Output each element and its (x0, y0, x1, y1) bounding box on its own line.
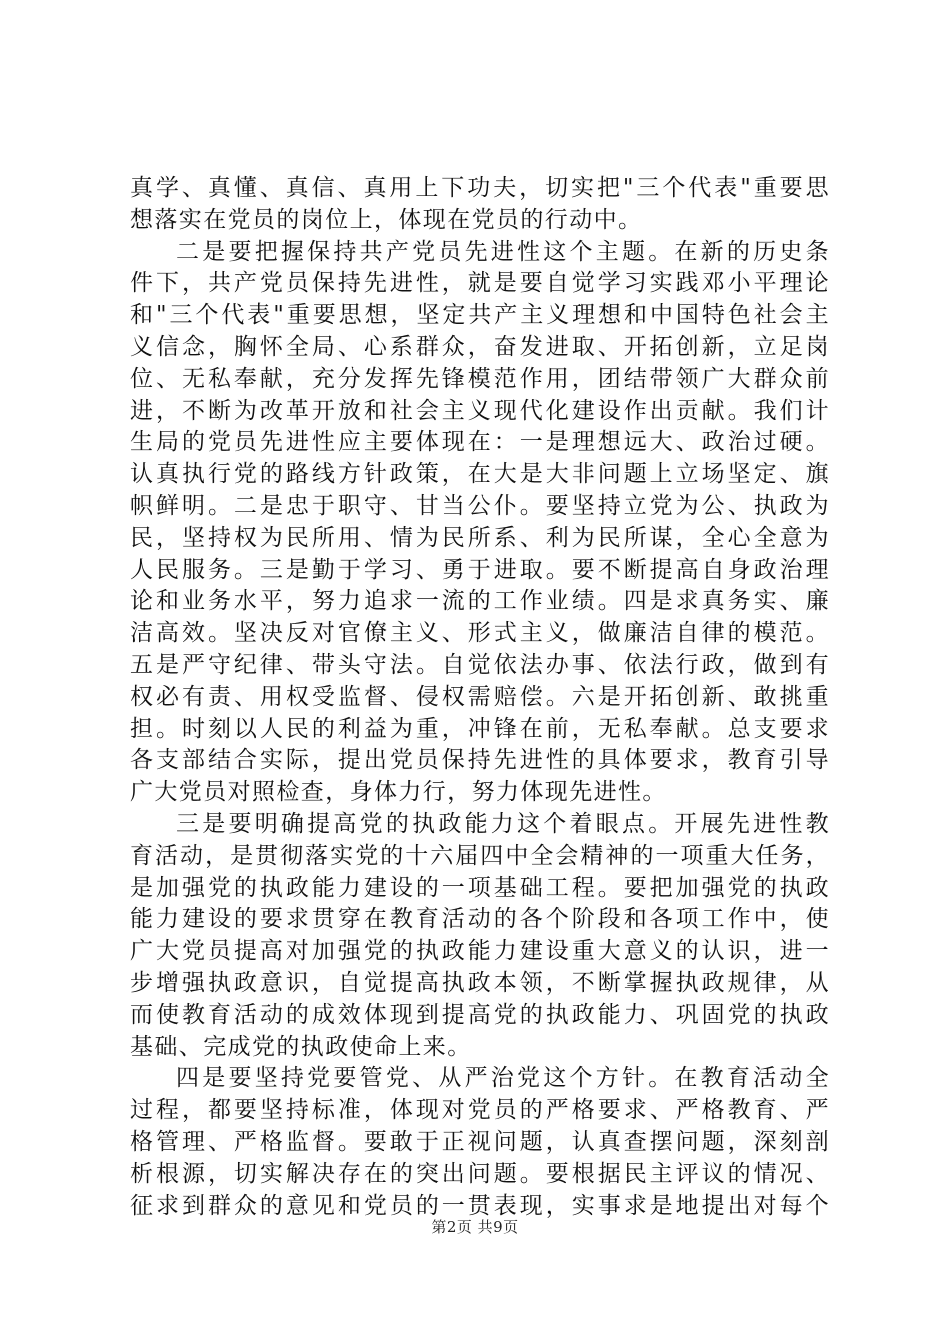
text-line: 位、无私奉献，充分发挥先锋模范作用，团结带领广大群众前 (130, 365, 830, 392)
text-line: 认真执行党的路线方针政策，在大是大非问题上立场坚定、旗 (130, 461, 830, 488)
paragraph-first-line: 四是要坚持党要管党、从严治党这个方针。在教育活动全 (176, 1065, 830, 1092)
page-number-footer: 第2页 共9页 (431, 1218, 519, 1236)
text-line: 生局的党员先进性应主要体现在：一是理想远大、政治过硬。 (130, 429, 830, 456)
text-line: 育活动，是贯彻落实党的十六届四中全会精神的一项重大任务， (130, 842, 830, 869)
text-line: 各支部结合实际，提出党员保持先进性的具体要求，教育引导 (130, 747, 830, 774)
text-line: 步增强执政意识，自觉提高执政本领，不断掌握执政规律，从 (130, 969, 830, 996)
paragraph-first-line: 二是要把握保持共产党员先进性这个主题。在新的历史条 (176, 238, 830, 265)
text-line: 是加强党的执政能力建设的一项基础工程。要把加强党的执政 (130, 874, 830, 901)
text-line: 权必有责、用权受监督、侵权需赔偿。六是开拓创新、敢挑重 (130, 683, 830, 710)
text-line: 析根源，切实解决存在的突出问题。要根据民主评议的情况、 (130, 1160, 830, 1187)
text-line: 担。时刻以人民的利益为重，冲锋在前，无私奉献。总支要求 (130, 715, 830, 742)
text-line: 基础、完成党的执政使命上来。 (130, 1033, 472, 1060)
text-line: 想落实在党员的岗位上，体现在党员的行动中。 (130, 206, 643, 233)
text-line: 民，坚持权为民所用、情为民所系、利为民所谋，全心全意为 (130, 524, 830, 551)
text-line: 五是严守纪律、带头守法。自觉依法办事、依法行政，做到有 (130, 651, 830, 678)
text-line: 广大党员对照检查，身体力行，努力体现先进性。 (130, 779, 667, 806)
text-line: 过程，都要坚持标准，体现对党员的严格要求、严格教育、严 (130, 1097, 830, 1124)
text-line: 进，不断为改革开放和社会主义现代化建设作出贡献。我们计 (130, 397, 830, 424)
text-line: 格管理、严格监督。要敢于正视问题，认真查摆问题，深刻剖 (130, 1128, 830, 1155)
text-line: 件下，共产党员保持先进性，就是要自觉学习实践邓小平理论 (130, 270, 830, 297)
paragraph-first-line: 三是要明确提高党的执政能力这个着眼点。开展先进性教 (176, 810, 830, 837)
text-line: 义信念，胸怀全局、心系群众，奋发进取、开拓创新，立足岗 (130, 333, 830, 360)
text-line: 论和业务水平，努力追求一流的工作业绩。四是求真务实、廉 (130, 588, 830, 615)
document-body (130, 173, 830, 1222)
text-line: 和"三个代表"重要思想，坚定共产主义理想和中国特色社会主 (130, 302, 830, 329)
text-line: 洁高效。坚决反对官僚主义、形式主义，做廉洁自律的模范。 (130, 620, 830, 647)
text-line: 征求到群众的意见和党员的一贯表现，实事求是地提出对每个 (130, 1192, 830, 1219)
text-line: 帜鲜明。二是忠于职守、甘当公仆。要坚持立党为公、执政为 (130, 492, 830, 519)
text-line: 真学、真懂、真信、真用上下功夫，切实把"三个代表"重要思 (130, 175, 830, 201)
text-line: 而使教育活动的成效体现到提高党的执政能力、巩固党的执政 (130, 1001, 830, 1028)
text-line: 能力建设的要求贯穿在教育活动的各个阶段和各项工作中，使 (130, 906, 830, 933)
text-line: 广大党员提高对加强党的执政能力建设重大意义的认识，进一 (130, 938, 830, 965)
text-line: 人民服务。三是勤于学习、勇于进取。要不断提高自身政治理 (130, 556, 830, 583)
